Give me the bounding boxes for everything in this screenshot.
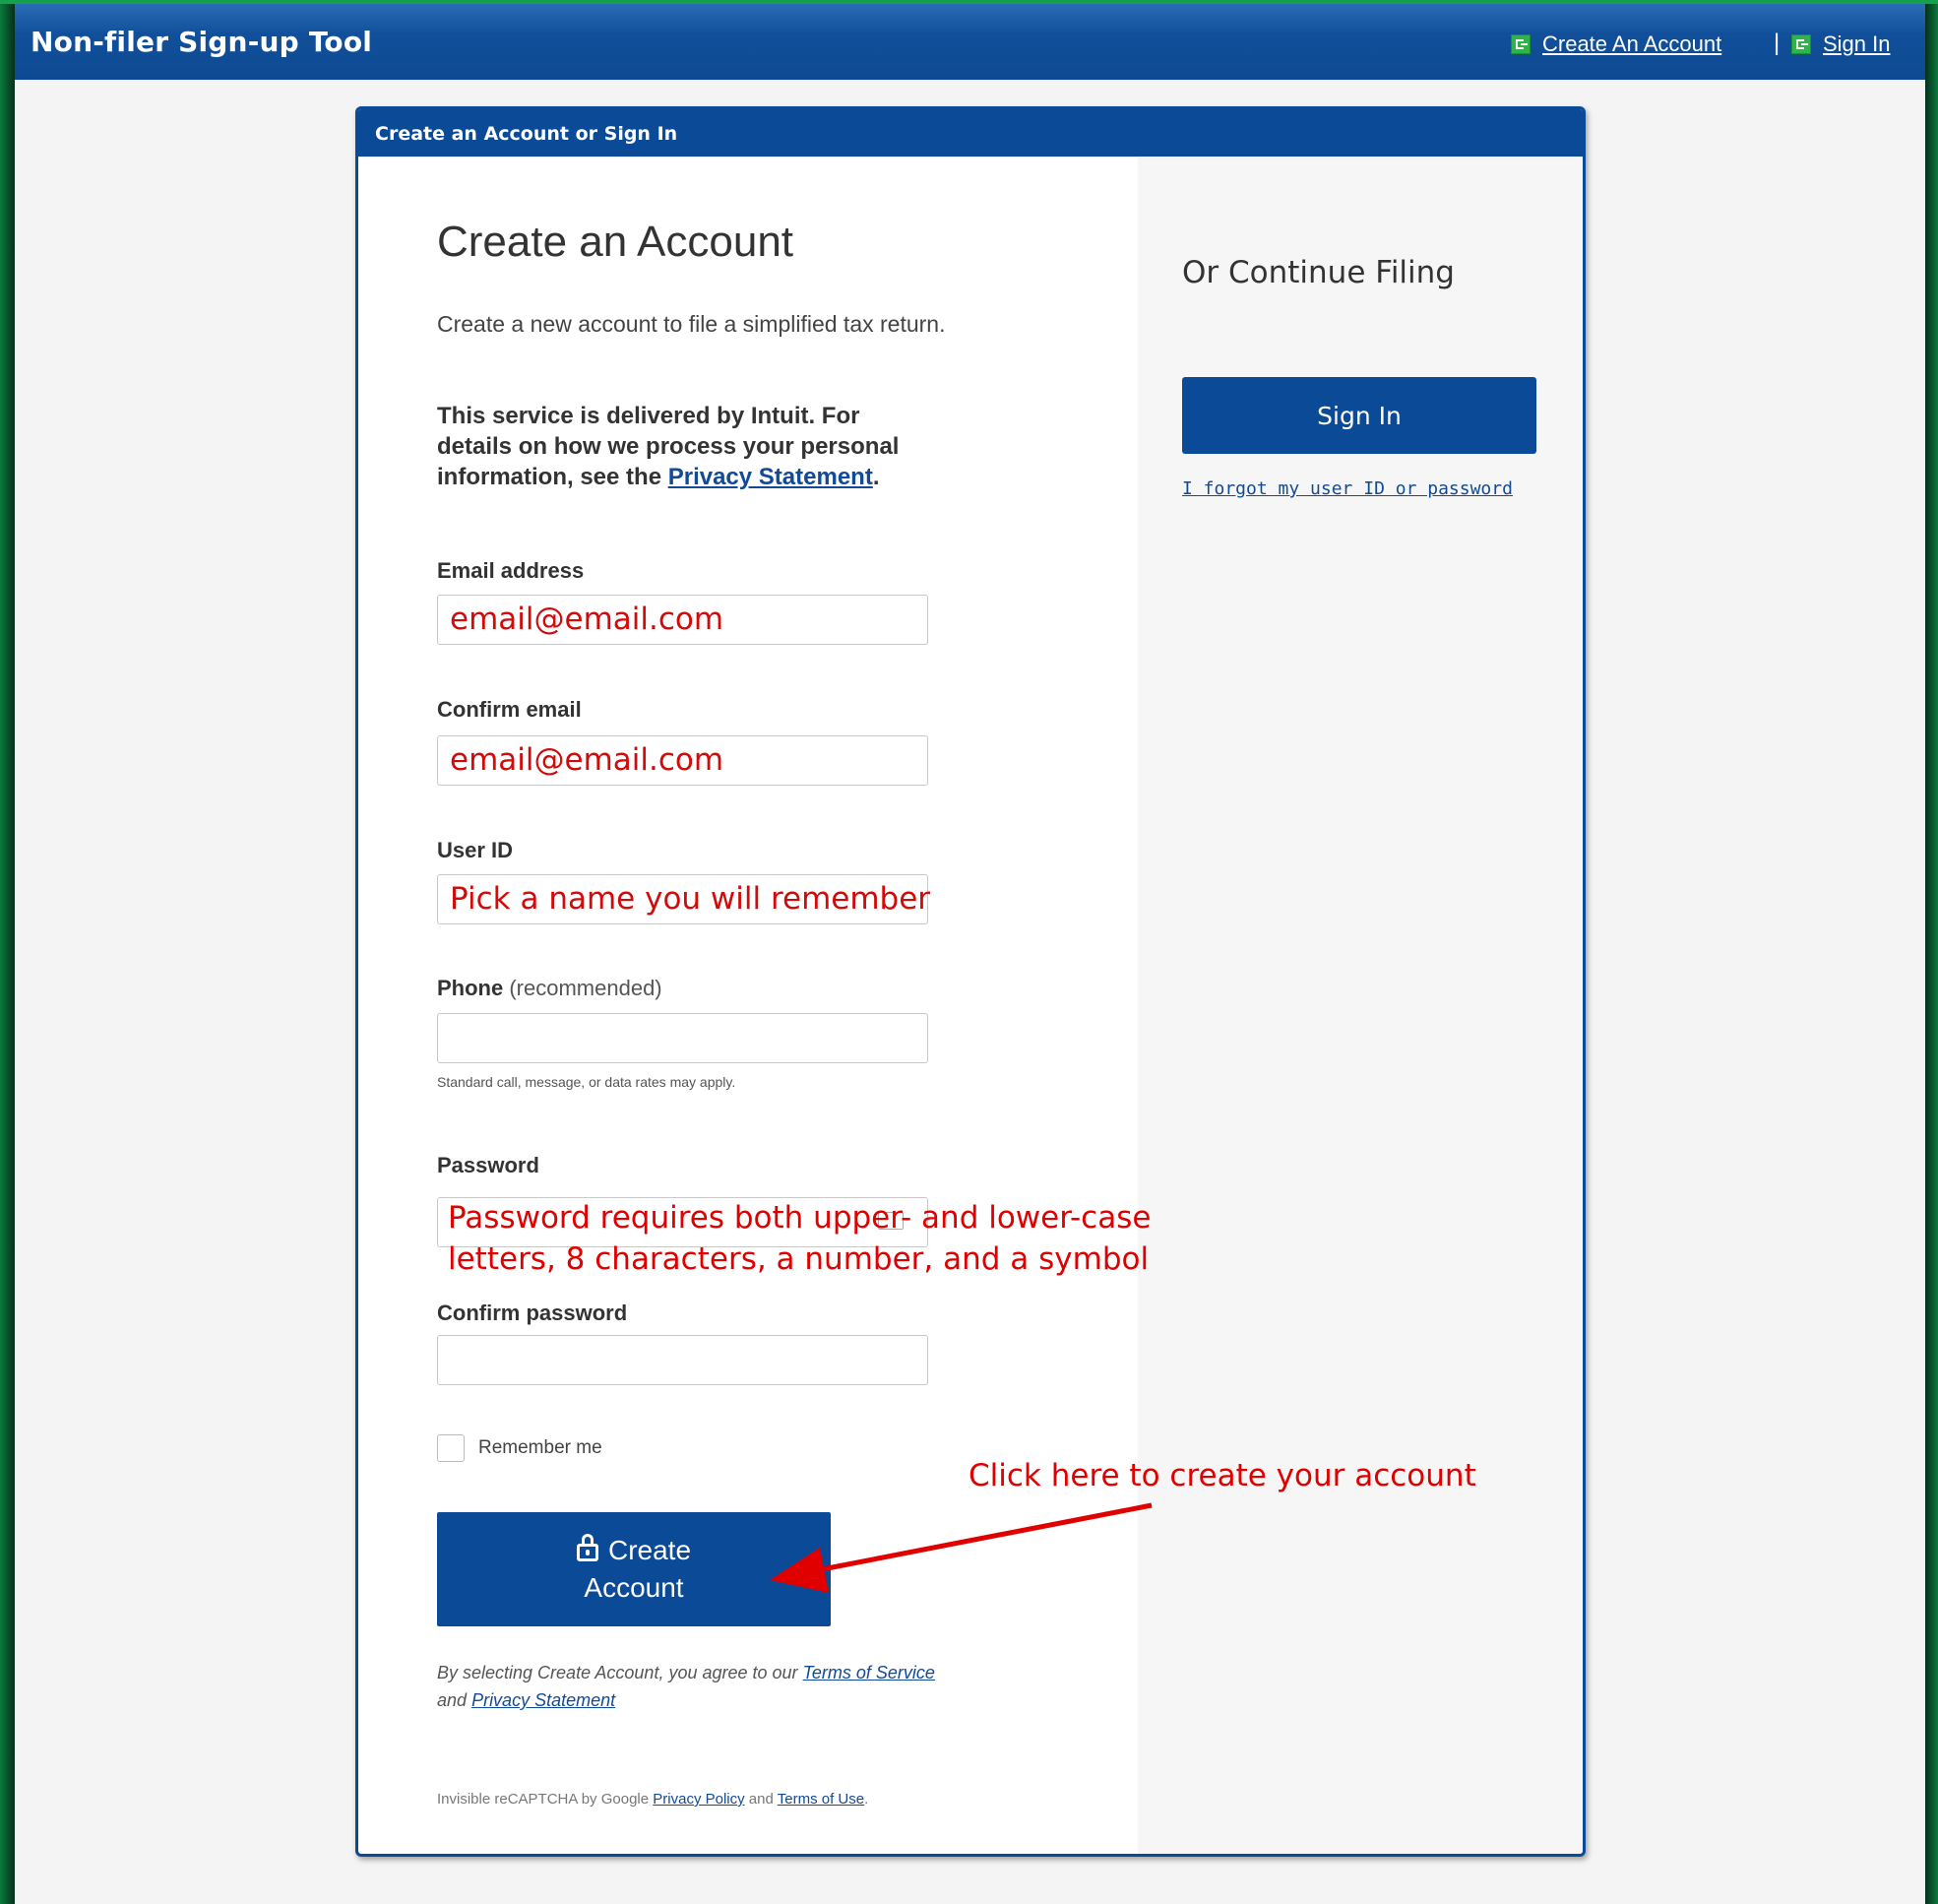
terms-of-service-link[interactable]: Terms of Service bbox=[802, 1663, 935, 1682]
legal-prefix: By selecting Create Account, you agree to our bbox=[437, 1663, 798, 1682]
header-sign-in-label: Sign In bbox=[1823, 32, 1891, 56]
legal-and: and bbox=[437, 1690, 468, 1710]
arrow-shaft bbox=[807, 1505, 1152, 1572]
recaptcha-period: . bbox=[864, 1791, 869, 1808]
notice-period: . bbox=[872, 464, 880, 490]
header-create-account-label: Create An Account bbox=[1542, 32, 1722, 56]
recaptcha-privacy-policy-link[interactable]: Privacy Policy bbox=[653, 1791, 745, 1808]
legal-privacy-statement-link[interactable]: Privacy Statement bbox=[471, 1690, 616, 1710]
phone-label-note: (recommended) bbox=[509, 976, 662, 1000]
create-account-button-line1: Create bbox=[607, 1535, 692, 1565]
confirm-email-label: Confirm email bbox=[437, 697, 582, 722]
card-header: Create an Account or Sign In bbox=[358, 109, 1583, 157]
user-id-label: User ID bbox=[437, 838, 514, 862]
nav-separator: | bbox=[1774, 30, 1781, 56]
remember-me-label[interactable]: Remember me bbox=[478, 1437, 602, 1458]
intuit-notice-text: This service is delivered by Intuit. For details on how we process your personal information, see the bbox=[437, 403, 900, 490]
create-account-button-line2: Account bbox=[584, 1572, 684, 1603]
click-annotation: Click here to create your account bbox=[969, 1458, 1476, 1493]
forgot-credentials-link[interactable]: I forgot my user ID or password bbox=[1182, 478, 1513, 499]
user-id-field[interactable]: Pick a name you will remember bbox=[437, 874, 928, 924]
privacy-statement-link[interactable]: Privacy Statement bbox=[667, 464, 873, 490]
email-field[interactable]: email@email.com bbox=[437, 595, 928, 645]
create-account-intro: Create a new account to file a simplified tax return. bbox=[437, 311, 946, 337]
app-title: Non-filer Sign-up Tool bbox=[31, 26, 373, 58]
recaptcha-terms-link[interactable]: Terms of Use bbox=[777, 1791, 865, 1808]
recaptcha-and: and bbox=[748, 1791, 774, 1808]
continue-filing-title: Or Continue Filing bbox=[1182, 255, 1455, 290]
create-account-title: Create an Account bbox=[437, 218, 794, 266]
password-annotation-line2: letters, 8 characters, a number, and a symbol bbox=[448, 1241, 1150, 1277]
sign-in-button[interactable]: Sign In bbox=[1182, 377, 1536, 454]
phone-hint: Standard call, message, or data rates may apply. bbox=[437, 1074, 736, 1090]
password-label: Password bbox=[437, 1153, 539, 1177]
password-annotation-line1: Password requires both upper- and lower-case bbox=[448, 1200, 1152, 1236]
confirm-password-label: Confirm password bbox=[437, 1301, 628, 1325]
confirm-email-field[interactable]: email@email.com bbox=[437, 735, 928, 786]
arrow-head bbox=[770, 1548, 829, 1593]
phone-label-text: Phone bbox=[437, 976, 504, 1000]
recaptcha-prefix: Invisible reCAPTCHA by Google bbox=[437, 1791, 650, 1808]
email-label: Email address bbox=[437, 558, 585, 583]
